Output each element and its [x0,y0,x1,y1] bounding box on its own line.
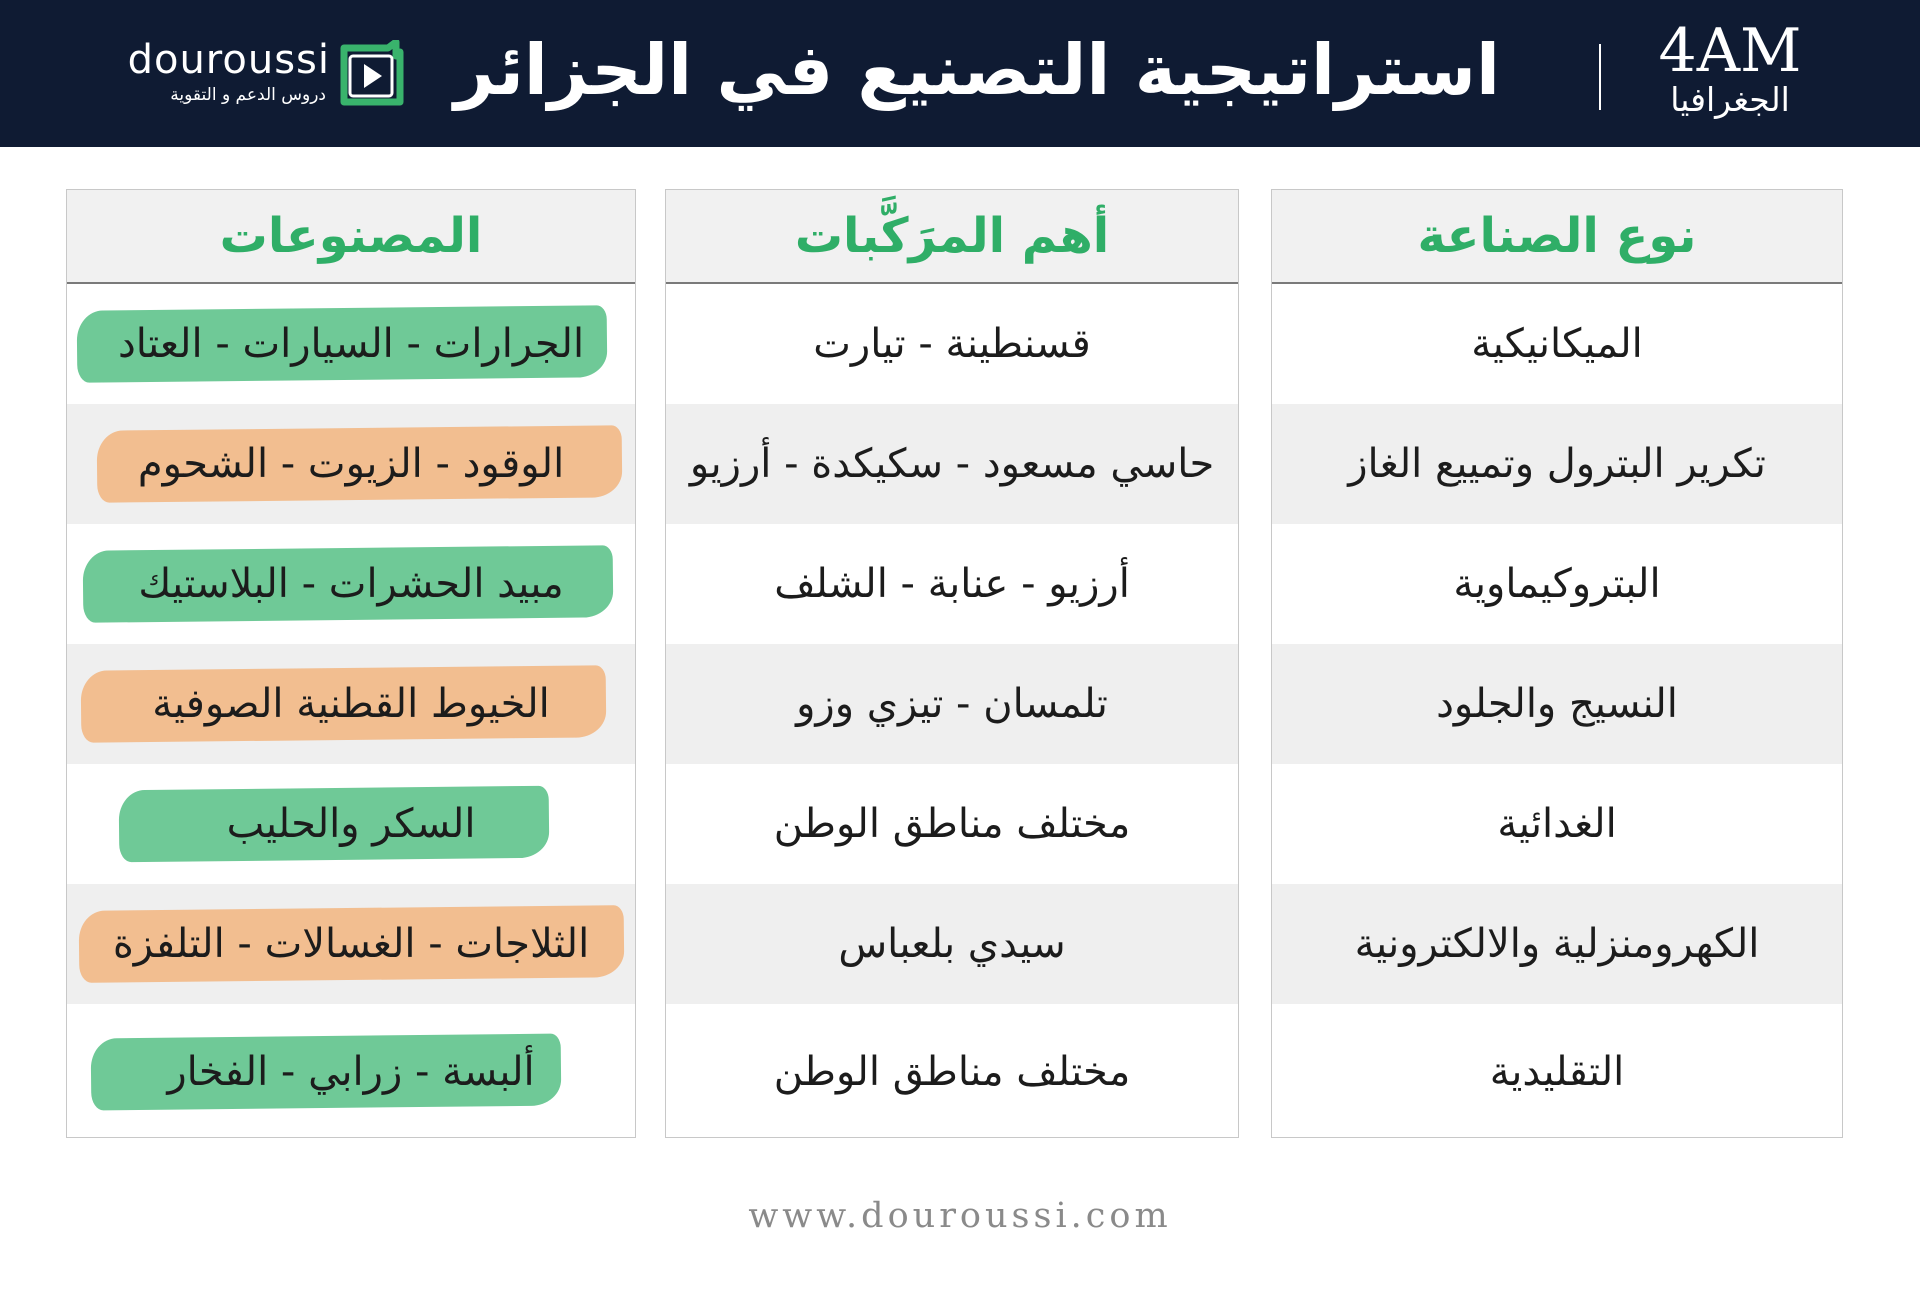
play-icon [336,40,408,112]
industry-type-header: نوع الصناعة [1272,190,1842,284]
industry-type-cell: البتروكيماوية [1453,561,1661,607]
industry-type-cell: التقليدية [1489,1048,1625,1095]
products-cell [67,524,635,644]
grade-label: 4AM [1658,16,1802,86]
logo-tagline: دروس الدعم و التقوية [170,85,326,105]
products-text: السكر والحليب [226,801,476,847]
page-title: استراتيجية التصنيع في الجزائر [454,29,1500,111]
products-text: الوقود - الزيوت - الشحوم [137,441,565,487]
industry-type-cell: الغدائية [1497,801,1617,847]
products-text: الثلاجات - الغسالات - التلفزة [112,921,590,967]
douroussi-logo[interactable] [120,36,420,116]
header-divider [1599,44,1601,110]
main-complexes-column [665,189,1239,1138]
products-cell [67,884,635,1004]
main-complexes-cell: تلمسان - تيزي وزو [666,644,1238,764]
products-cell [67,764,635,884]
subject-label: الجغرافيا [1670,80,1790,119]
industry-type-cell: الميكانيكية [1471,321,1643,367]
industry-type-cell: تكرير البترول وتمييع الغاز [1272,404,1842,524]
main-complexes-cell: سيدي بلعباس [666,884,1238,1004]
products-cell [67,284,635,404]
industry-type-cell: الكهرومنزلية والالكترونية [1272,884,1842,1004]
footer-url[interactable]: www.douroussi.com [748,1196,1172,1236]
main-complexes-cell: مختلف مناطق الوطن [773,1048,1131,1095]
products-text: مبيد الحشرات - البلاستيك [138,561,564,607]
products-header: المصنوعات [67,190,635,284]
industry-type-column [1271,189,1843,1138]
products-cell [67,1004,635,1139]
products-text: الخيوط القطنية الصوفية [152,681,550,727]
products-text: الجرارات - السيارات - العتاد [117,321,585,367]
products-column [66,189,636,1138]
main-complexes-cell: قسنطينة - تيارت [813,321,1091,367]
logo-name: douroussi [127,37,330,83]
industry-type-cell: النسيج والجلود [1272,644,1842,764]
products-text: ألبسة - زرابي - الفخار [167,1048,535,1095]
main-complexes-header: أهم المرَكَّبات [666,190,1238,284]
header-bar [0,0,1920,147]
products-cell [67,644,635,764]
main-complexes-cell: مختلف مناطق الوطن [773,801,1131,847]
products-cell [67,404,635,524]
main-complexes-cell: أرزيو - عنابة - الشلف [774,561,1130,607]
main-complexes-cell: حاسي مسعود - سكيكدة - أرزيو [666,404,1238,524]
